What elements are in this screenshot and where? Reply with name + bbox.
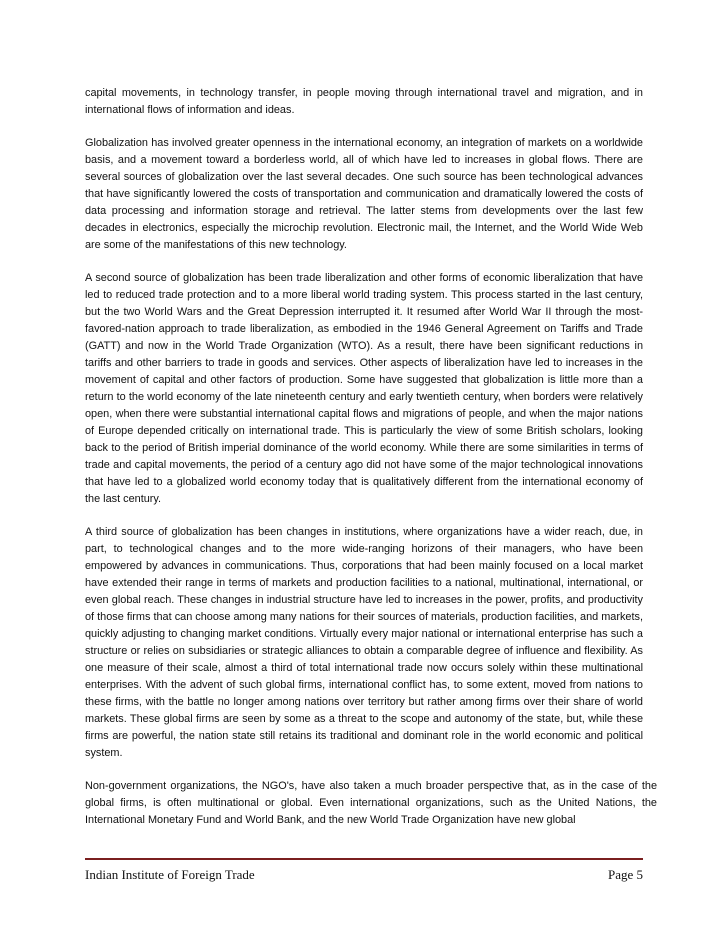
paragraph-third-source: A third source of globalization has been changes in institutions, where organizations have a wider reach, due, in part, to technological changes and to the more wide-ranging horizons of their managers, who have been empowered by advances in communications. Thus, corporations that had been mainly focused on a local market have extended their range in terms of markets and production facilities to a national, multinational, international, or even global reach. These changes in industrial structure have led to increases in the power, profits, and productivity of those firms that can choose among many nations for their sources of materials, production facilities, and markets, quickly adjusting to changing market conditions. Virtually every major national or international enterprise has such a structure or relies on subsidiaries or strategic alliances to obtain a comparable degree of influence and flexibility. As one measure of their scale, almost a third of total international trade now occurs solely within these multinational enterprises. With the advent of such global firms, international conflict has, to some extent, moved from nations to these firms, with the battle no longer among nations over territory but rather among firms over their share of world markets. These global firms are seen by some as a threat to the scope and autonomy of the state, but, while these firms are powerful, the nation state still retains its traditional and dominant role in the world economic and political system. [85,526,643,759]
page-number: Page 5 [607,867,643,882]
page-footer [85,867,643,883]
paragraph-capital-movements: capital movements, in technology transfer, in people moving through international travel and migration, and in international flows of information and ideas. [85,87,643,116]
paragraph-globalization-openness: Globalization has involved greater openness in the international economy, an integration of markets on a worldwide basis, and a movement toward a borderless world, all of which have led to increases in global flows. There are several sources of globalization over the last several decades. One such source has been technological advances that have significantly lowered the costs of transportation and communication and dramatically lowered the costs of data processing and information storage and retrieval. The latter stems from developments over the last few decades in electronics, especially the microchip revolution. Electronic mail, the Internet, and the World Wide Web are some of the manifestations of this new technology. [85,137,643,251]
footer-institution: Indian Institute of Foreign Trade [85,867,255,882]
document-body [85,85,657,845]
footer-divider [85,858,643,860]
paragraph-ngo: Non-government organizations, the NGO's, have also taken a much broader perspective that, as in the case of the global firms, is often multinational or global. Even international organizations, such as the United Nations, the International Monetary Fund and World Bank, and the new World Trade Organization have new global [85,780,657,826]
paragraph-second-source: A second source of globalization has been trade liberalization and other forms of economic liberalization that have led to reduced trade protection and to a more liberal world trading system. This process started in the last century, but the two World Wars and the Great Depression interrupted it. It resumed after World War II through the most-favored-nation approach to trade liberalization, as embodied in the 1946 General Agreement on Tariffs and Trade (GATT) and now in the World Trade Organization (WTO). As a result, there have been significant reductions in tariffs and other barriers to trade in goods and services. Other aspects of liberalization have led to increases in the movement of capital and other factors of production. Some have suggested that globalization is little more than a return to the world economy of the late nineteenth century and early twentieth century, when borders were relatively open, when there were substantial international capital flows and migrations of people, and when the major nations of Europe depended critically on international trade. This is particularly the view of some British scholars, looking back to the period of British imperial dominance of the world economy. While there are some similarities in terms of trade and capital movements, the period of a century ago did not have some of the major technological innovations that have led to a globalized world economy today that is qualitatively different from the international economy of the last century. [85,272,643,505]
